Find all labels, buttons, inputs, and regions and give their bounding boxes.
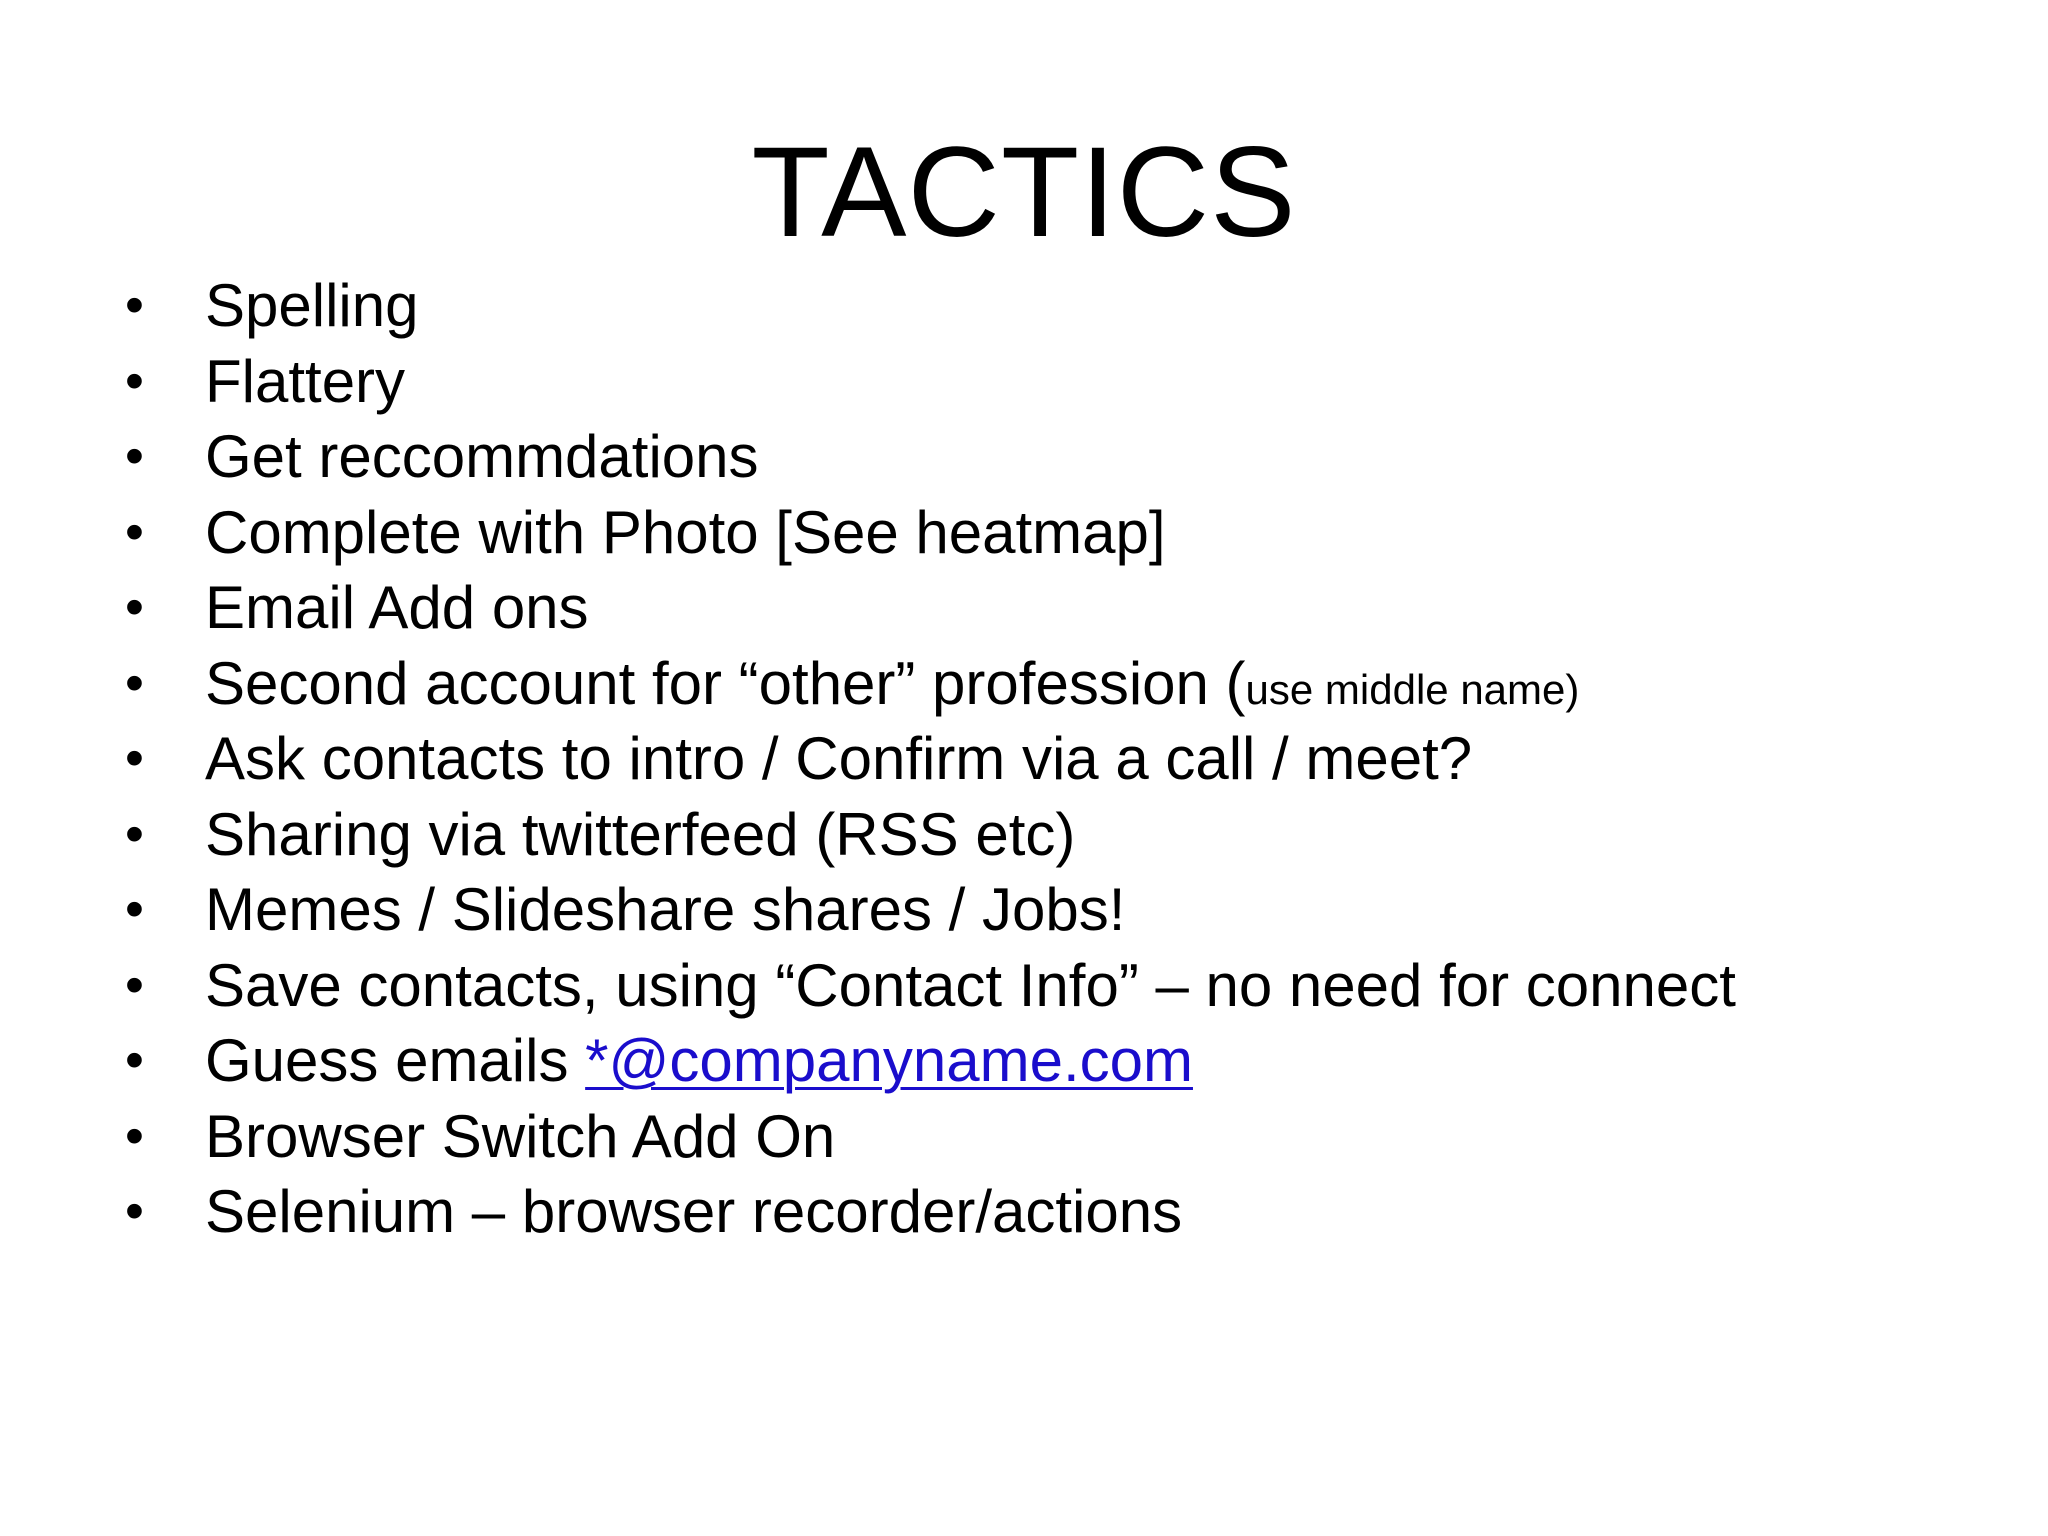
bullet-text xyxy=(205,344,405,420)
bullet-icon: • xyxy=(125,501,144,562)
bullet-icon: • xyxy=(125,879,144,939)
bullet-text xyxy=(205,721,1472,797)
list-item xyxy=(0,344,2048,420)
bullet-label: Save contacts, using “Contact Info” – no need for connect xyxy=(205,951,1736,1019)
bullet-label: Guess emails xyxy=(205,1027,586,1094)
list-item xyxy=(0,419,2048,495)
bullet-text xyxy=(205,872,1125,948)
list-item xyxy=(0,268,2048,344)
list-item xyxy=(0,495,2048,571)
bullet-icon: • xyxy=(125,803,144,864)
list-item xyxy=(0,1099,2048,1175)
bullet-text xyxy=(205,570,589,646)
list-item xyxy=(0,1174,2048,1250)
bullet-text xyxy=(205,646,1579,728)
list-item xyxy=(0,570,2048,646)
slide-title: TACTICS xyxy=(751,121,1297,264)
bullet-icon: • xyxy=(125,1181,144,1241)
bullet-icon: • xyxy=(125,426,144,486)
bullet-label: Flattery xyxy=(205,347,406,415)
list-item xyxy=(0,721,2048,797)
bullet-icon: • xyxy=(125,350,144,411)
bullet-icon: • xyxy=(125,1105,144,1166)
bullet-text xyxy=(205,1174,1182,1250)
bullet-icon: • xyxy=(125,728,144,788)
list-item xyxy=(0,797,2048,873)
bullet-text xyxy=(205,268,419,344)
bullet-label: Email Add ons xyxy=(205,574,589,641)
list-item xyxy=(0,948,2048,1024)
bullet-label: Get reccommdations xyxy=(205,423,759,490)
bullet-text xyxy=(205,495,1166,571)
bullet-label: Complete with Photo [See heatmap] xyxy=(205,498,1166,566)
bullet-text xyxy=(205,948,1736,1024)
bullet-label: Second account for “other” profession ( xyxy=(205,649,1246,717)
bullet-text xyxy=(205,1099,835,1175)
list-item xyxy=(0,872,2048,948)
bullet-label: Selenium – browser recorder/actions xyxy=(205,1178,1183,1245)
bullet-small-note: use middle name) xyxy=(1245,665,1580,713)
bullet-icon: • xyxy=(125,1030,144,1090)
email-link[interactable]: *@companyname.com xyxy=(585,1027,1193,1094)
bullet-text xyxy=(205,1023,1193,1099)
bullet-label: Spelling xyxy=(205,272,419,339)
bullet-icon: • xyxy=(125,275,144,335)
bullet-text xyxy=(205,419,759,495)
bullet-list xyxy=(0,268,2048,1250)
bullet-label: Ask contacts to intro / Confirm via a call / meet? xyxy=(205,725,1473,792)
bullet-label: Sharing via twitterfeed (RSS etc) xyxy=(205,800,1076,868)
list-item xyxy=(0,646,2048,722)
bullet-icon: • xyxy=(125,652,144,713)
bullet-label: Browser Switch Add On xyxy=(205,1102,836,1170)
bullet-text xyxy=(205,797,1075,873)
list-item xyxy=(0,1023,2048,1099)
bullet-label: Memes / Slideshare shares / Jobs! xyxy=(205,876,1126,943)
bullet-icon: • xyxy=(125,577,144,637)
bullet-icon: • xyxy=(125,954,144,1015)
